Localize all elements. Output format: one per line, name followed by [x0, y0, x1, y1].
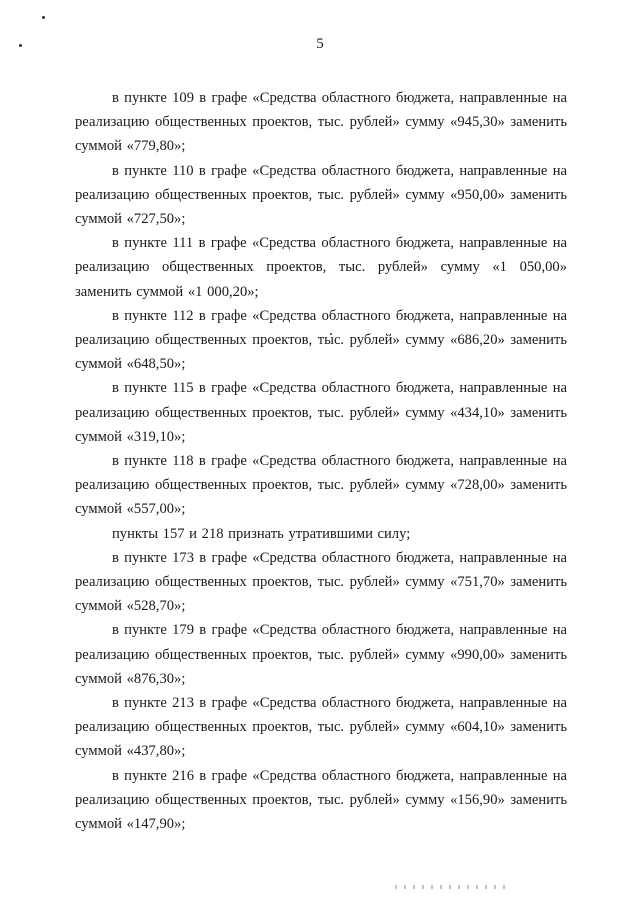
document-body [75, 86, 567, 836]
paragraph: в пункте 111 в графе «Средства областного бюджета, направленные на реализацию общественных проектов, тыс. рублей» сумму «1 050,00» заменить суммой «1 000,20»; [75, 235, 567, 300]
paragraph: в пункте 179 в графе «Средства областного бюджета, направленные на реализацию общественных проектов, тыс. рублей» сумму «990,00» заменить суммой «876,30»; [75, 622, 567, 687]
paragraph: в пункте 112 в графе «Средства областного бюджета, направленные на реализацию общественных проектов, тыс. рублей» сумму «686,20» заменить суммой «648,50»; [75, 307, 567, 373]
paragraph: в пункте 109 в графе «Средства областного бюджета, направленные на реализацию общественных проектов, тыс. рублей» сумму «945,30» заменить суммой «779,80»; [75, 90, 567, 155]
paragraph: в пункте 216 в графе «Средства областного бюджета, направленные на реализацию общественных проектов, тыс. рублей» сумму «156,90» заменить суммой «147,90»; [75, 767, 567, 833]
paragraph: в пункте 110 в графе «Средства областного бюджета, направленные на реализацию общественных проектов, тыс. рублей» сумму «950,00» заменить суммой «727,50»; [75, 162, 567, 228]
scan-noise [395, 885, 505, 889]
page-number: 5 [316, 36, 324, 52]
paragraph: в пункте 115 в графе «Средства областного бюджета, направленные на реализацию общественных проектов, тыс. рублей» сумму «434,10» заменить суммой «319,10»; [75, 380, 567, 445]
paragraph: в пункте 173 в графе «Средства областного бюджета, направленные на реализацию общественных проектов, тыс. рублей» сумму «751,70» заменить суммой «528,70»; [75, 549, 567, 615]
paragraph: в пункте 118 в графе «Средства областного бюджета, направленные на реализацию общественных проектов, тыс. рублей» сумму «728,00» заменить суммой «557,00»; [75, 453, 567, 518]
paragraph: в пункте 213 в графе «Средства областного бюджета, направленные на реализацию общественных проектов, тыс. рублей» сумму «604,10» заменить суммой «437,80»; [75, 695, 567, 760]
scan-speck [42, 16, 45, 19]
paragraph: пункты 157 и 218 признать утратившими силу; [112, 525, 411, 542]
